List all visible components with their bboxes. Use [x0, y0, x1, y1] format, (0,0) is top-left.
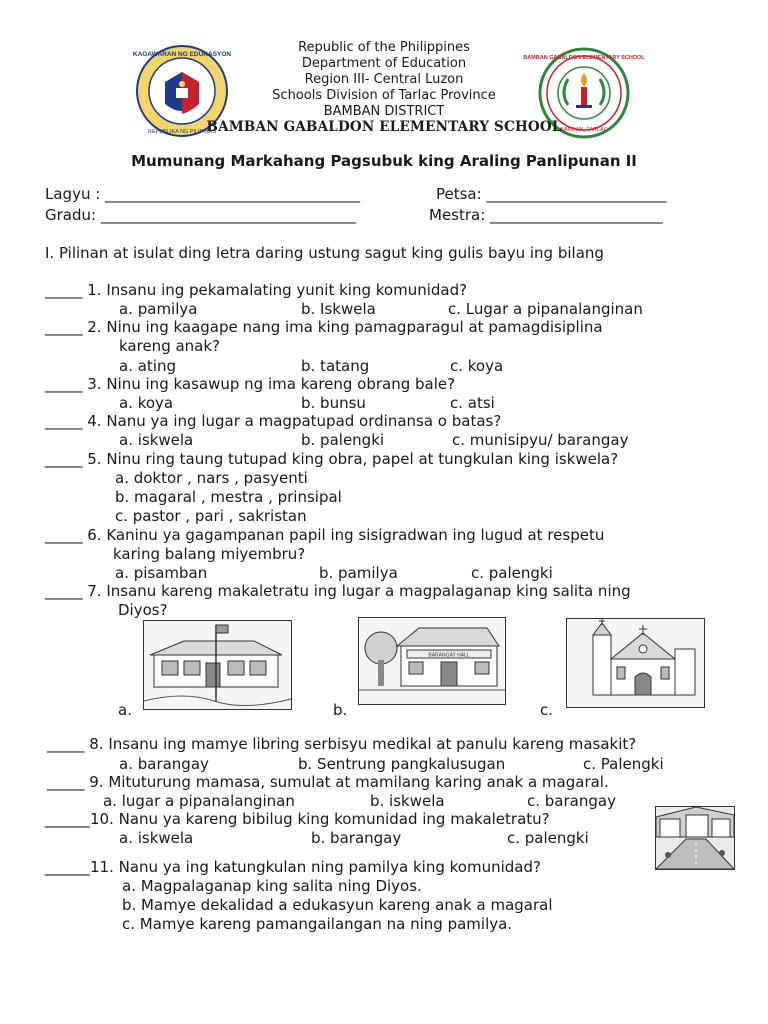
q6-option-a: a. pisamban [115, 564, 208, 582]
school-name: BAMBAN GABALDON ELEMENTARY SCHOOL [206, 119, 562, 135]
school-seal-text-bottom: BAMBAN, TARLAC [560, 127, 608, 133]
street-scene-drawing[interactable] [655, 806, 735, 870]
q1-option-b: b. Iskwela [301, 300, 376, 318]
q7-option-b: b. [333, 701, 348, 719]
school-seal-text: BAMBAN GABALDON ELEMENTARY SCHOOL [523, 55, 645, 61]
question-2: _____ 2. Ninu ing kaagape nang ima king pamagparagul at pamagdisiplina [45, 318, 603, 336]
question-8: _____ 8. Insanu ing mamye libring serbisyu medikal at panulu kareng masakit? [47, 735, 637, 753]
header-line-5: BAMBAN DISTRICT [323, 104, 445, 119]
question-3: _____ 3. Ninu ing kasawup ng ima kareng obrang bale? [45, 375, 456, 393]
q11-option-a: a. Magpalaganap king salita ning Diyos. [122, 877, 422, 895]
q9-option-c: c. barangay [527, 792, 616, 810]
question-9: _____ 9. Mituturung mamasa, sumulat at mamilang karing anak a magaral. [47, 773, 609, 791]
q8-option-a: a. barangay [119, 755, 209, 773]
question-5: _____ 5. Ninu ring taung tutupad king obra, papel at tungkulan king iskwela? [45, 450, 619, 468]
q8-option-b: b. Sentrung pangkalusugan [298, 755, 506, 773]
header-line-4: Schools Division of Tarlac Province [272, 88, 496, 103]
q5-option-b: b. magaral , mestra , prinsipal [115, 488, 342, 506]
svg-text:BARANGAY HALL: BARANGAY HALL [428, 652, 470, 659]
question-6-line2: karing balang miyembru? [113, 545, 306, 563]
q7-option-a: a. [118, 701, 132, 719]
gradu-field[interactable]: Gradu: __________________________________ [45, 206, 356, 224]
deped-seal-text-bottom: REPUBLIKA NG PILIPINAS [147, 129, 217, 135]
q1-option-a: a. pamilya [119, 300, 198, 318]
question-10: ______10. Nanu ya kareng bibilug king komunidad ing makaletratu? [45, 810, 550, 828]
q10-option-a: a. iskwela [119, 829, 194, 847]
instruction: I. Pilinan at isulat ding letra daring ustung sagut king gulis bayu ing bilang [45, 244, 604, 262]
q1-option-c: c. Lugar a pipanalanginan [448, 300, 643, 318]
q9-option-a: a. lugar a pipanalanginan [103, 792, 295, 810]
mestra-field[interactable]: Mestra: _______________________ [429, 206, 663, 224]
q11-option-b: b. Mamye dekalidad a edukasyun kareng anak a magaral [122, 896, 553, 914]
q5-option-a: a. doktor , nars , pasyenti [115, 469, 308, 487]
q3-option-c: c. atsi [450, 394, 495, 412]
school-building-drawing[interactable] [143, 620, 292, 710]
q2-option-c: c. koya [450, 357, 504, 375]
header-line-2: Department of Education [301, 56, 467, 71]
q10-option-b: b. barangay [311, 829, 402, 847]
question-4: _____ 4. Nanu ya ing lugar a magpatupad ordinansa o batas? [45, 412, 502, 430]
q4-option-b: b. palengki [301, 431, 385, 449]
lagyu-field[interactable]: Lagyu : __________________________________ [45, 185, 361, 203]
petsa-field[interactable]: Petsa: ________________________ [436, 185, 667, 203]
q7-option-c: c. [540, 701, 554, 719]
barangay-hall-drawing[interactable] [358, 617, 506, 705]
q3-option-a: a. koya [119, 394, 174, 412]
q6-option-b: b. pamilya [319, 564, 398, 582]
q4-option-c: c. munisipyu/ barangay [452, 431, 629, 449]
q8-option-c: c. Palengki [583, 755, 664, 773]
q4-option-a: a. iskwela [119, 431, 194, 449]
question-2-line2: kareng anak? [119, 337, 221, 355]
test-title: Mumunang Markahang Pagsubuk king Araling Panlipunan II [131, 152, 637, 170]
question-7: _____ 7. Insanu kareng makaletratu ing lugar a magpalaganap king salita ning [45, 582, 631, 600]
q9-option-b: b. iskwela [370, 792, 445, 810]
q2-option-b: b. tatang [301, 357, 370, 375]
question-7-line2: Diyos? [118, 601, 168, 619]
church-drawing[interactable] [566, 618, 705, 708]
question-6: _____ 6. Kaninu ya gagampanan papil ing sisigradwan ing lugud at respetu [45, 526, 605, 544]
q2-option-a: a. ating [119, 357, 176, 375]
q10-option-c: c. palengki [507, 829, 589, 847]
q6-option-c: c. palengki [471, 564, 553, 582]
q11-option-c: c. Mamye kareng pamangailangan na ning pamilya. [122, 915, 513, 933]
q5-option-c: c. pastor , pari , sakristan [115, 507, 307, 525]
header-line-1: Republic of the Philippines [298, 40, 470, 55]
header-line-3: Region III- Central Luzon [304, 72, 464, 87]
question-1: _____ 1. Insanu ing pekamalating yunit king komunidad? [45, 281, 468, 299]
deped-seal-text-top: KAGAWARAN NG EDUKASYON [132, 51, 232, 58]
q3-option-b: b. bunsu [301, 394, 366, 412]
question-11: ______11. Nanu ya ing katungkulan ning pamilya king komunidad? [45, 858, 541, 876]
